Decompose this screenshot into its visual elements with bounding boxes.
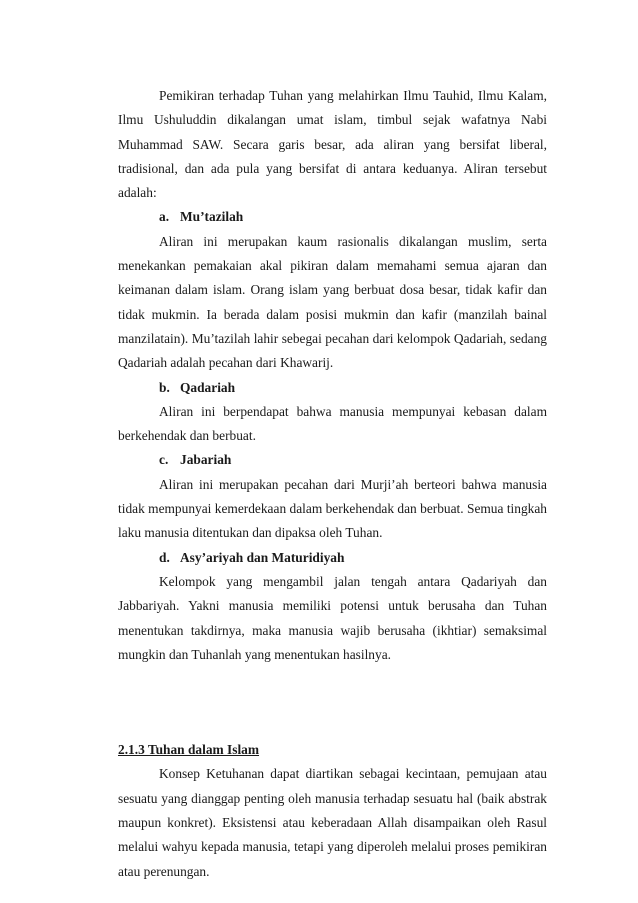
item-paragraph-jabariah: Aliran ini merupakan pecahan dari Murji’ah berteori bahwa manusia tidak mempunyai kemerdekaan dalam berkehendak dan berbuat. Semua tingkah laku manusia ditentukan dan dipaksa oleh Tuhan. (118, 476, 547, 541)
item-paragraph-mutazilah: Aliran ini merupakan kaum rasionalis dikalangan muslim, serta menekankan pemakaian akal pikiran dalam memahami semua ajaran dan keimanan dalam islam. Orang islam yang berbuat dosa besar, tidak kafir dan tidak mukmin. Ia berada dalam posisi mukmin dan kafir (manzilah bainal manzilatain). Mu’tazilah lahir sebegai pecahan dari kelompok Qadariah, sedang Qadariah adalah pecahan dari Khawarij. (118, 233, 547, 371)
item-title: Jabariah (180, 452, 232, 468)
section-title: 2.1.3 Tuhan dalam Islam (118, 742, 260, 758)
item-heading-asyariyah (118, 546, 547, 570)
item-letter: c. (159, 452, 169, 468)
document-page (118, 84, 547, 884)
item-paragraph-asyariyah: Kelompok yang mengambil jalan tengah antara Qadariyah dan Jabbariyah. Yakni manusia memiliki potensi untuk berusaha dan Tuhan menentukan takdirnya, maka manusia wajib berusaha (ikhtiar) semaksimal mungkin dan Tuhanlah yang menentukan hasilnya. (118, 573, 547, 662)
item-paragraph-qadariah: Aliran ini berpendapat bahwa manusia mempunyai kebasan dalam berkehendak dan berbuat. (118, 403, 547, 444)
item-title: Qadariah (180, 379, 236, 395)
section-paragraph: Konsep Ketuhanan dapat diartikan sebagai kecintaan, pemujaan atau sesuatu yang dianggap penting oleh manusia terhadap sesuatu hal (baik abstrak maupun konkret). Eksistensi atau keberadaan Allah disampaikan oleh Rasul melalui wahyu kepada manusia, tetapi yang diperoleh melalui proses pemikiran atau perenungan. (118, 766, 547, 879)
item-letter: d. (159, 549, 170, 565)
item-title: Asy’ariyah dan Maturidiyah (180, 549, 345, 565)
item-heading-qadariah (118, 376, 547, 400)
item-title: Mu’tazilah (180, 209, 244, 225)
item-heading-mutazilah (118, 205, 547, 229)
item-letter: b. (159, 379, 170, 395)
item-heading-jabariah (118, 448, 547, 472)
item-letter: a. (159, 209, 170, 225)
intro-paragraph: Pemikiran terhadap Tuhan yang melahirkan Ilmu Tauhid, Ilmu Kalam, Ilmu Ushuluddin dikalangan umat islam, timbul sejak wafatnya Nabi Muhammad SAW. Secara garis besar, ada aliran yang bersifat liberal, tradisional, dan ada pula yang bersifat di antara keduanya. Aliran tersebut adalah: (118, 88, 547, 201)
